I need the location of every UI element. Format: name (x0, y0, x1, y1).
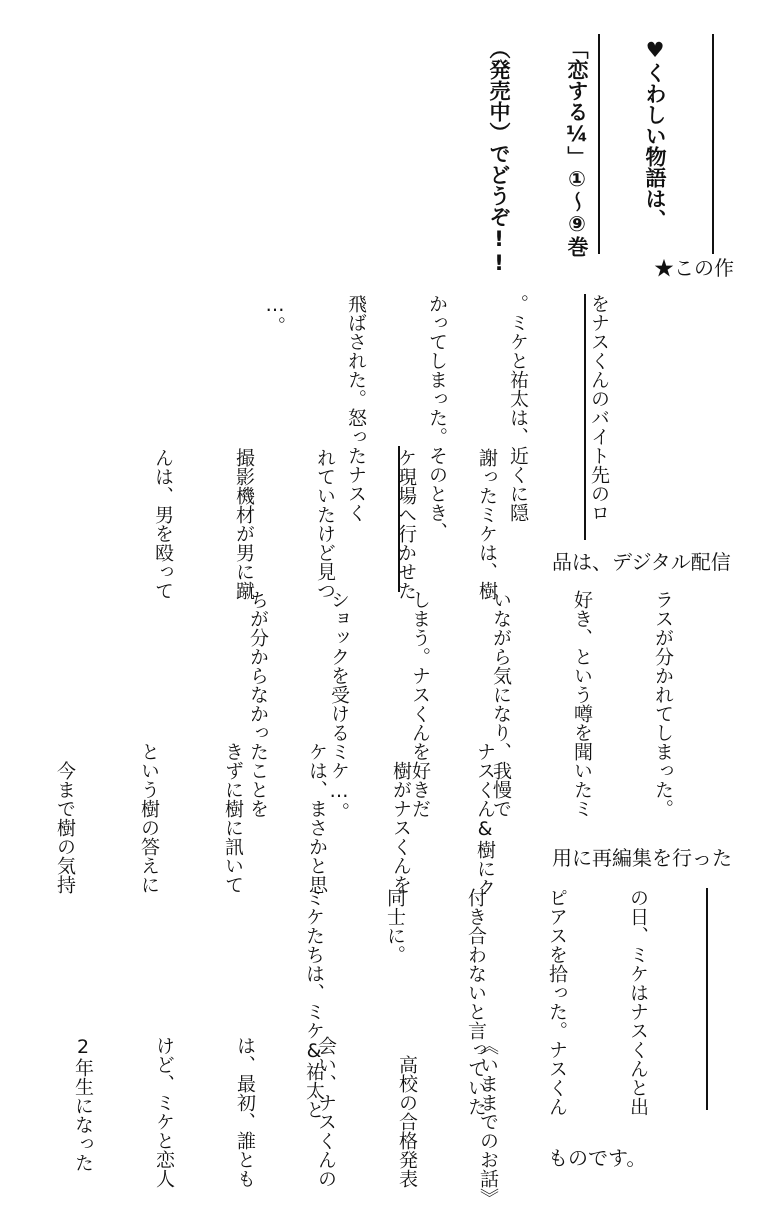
text-line: かってしまった。そのとき、 (426, 294, 448, 541)
block5-rule (706, 888, 708, 1110)
box-note-line: （発売中）でどうぞ!! (487, 38, 511, 275)
text-line: 謝ったミケは、樹 (476, 448, 498, 600)
text-line: は、最初、誰とも (234, 1036, 256, 1188)
text-line: ケは、まさかと思 (306, 742, 328, 894)
text-line: 。ミケと祐太は、近くに隠 (507, 294, 529, 522)
text-line: という樹の答えに (138, 742, 160, 894)
box-note-line: ♥くわしい物語は、 (643, 38, 667, 230)
text-line: ちが分からなかったことを (247, 590, 269, 818)
banner-part-2: 品は、デジタル配信 (552, 550, 731, 574)
text-line: 飛ばされた。怒ったナスく (345, 294, 367, 522)
story-block-2 (122, 448, 554, 600)
text-line: ラスが分かれてしまった。 (652, 590, 674, 818)
text-line: ケ現場へ行かせた (395, 448, 417, 600)
text-line: 付き合わないと言っていた (465, 888, 487, 1116)
text-line: 同士に。 (384, 888, 406, 964)
text-line: 2年生になった (72, 1036, 94, 1172)
text-line: …。 (264, 294, 286, 335)
text-line: 好き、という噂を聞いたミ (571, 590, 593, 818)
text-line: 今まで樹の気持 (54, 742, 76, 894)
text-line: んは、男を殴って (152, 448, 174, 600)
text-line: 撮影機材が男に蹴 (233, 448, 255, 600)
text-line: 樹がナスくんを (390, 742, 412, 894)
text-line: 高校の合格発表 (396, 1036, 418, 1188)
banner-part-1: ★この作 (654, 256, 734, 280)
text-line: けど、ミケと恋人 (153, 1036, 175, 1188)
text-line: れていたけど見つ (314, 448, 336, 600)
text-line: ミケたちは、ミケ&祐太と (303, 888, 325, 1119)
text-line: 会い、ナスくんの (315, 1036, 337, 1188)
text-line: 《いままでのお話》 (477, 1036, 499, 1207)
box-note-line: 「恋する¼」①〜⑨巻 (565, 38, 589, 257)
text-line: いながら気になり、我慢で (490, 590, 512, 818)
text-line: しまう。ナスくんを好きだ (409, 590, 431, 818)
text-line: をナスくんのバイト先のロ (588, 294, 610, 522)
banner-part-4: ものです。 (548, 1146, 647, 1170)
text-line: ナスくん&樹にク (474, 742, 496, 897)
banner-part-3: 用に再編集を行った (552, 846, 732, 870)
story-block-4 (23, 742, 555, 897)
text-line: ピアスを拾った。ナスくん (546, 888, 568, 1116)
text-line: の日、ミケはナスくんと出 (627, 888, 649, 1116)
story-block-6 (42, 1036, 555, 1207)
text-line: ショックを受けるミケ…。 (328, 590, 350, 821)
text-line: きずに樹に訊いて (222, 742, 244, 894)
